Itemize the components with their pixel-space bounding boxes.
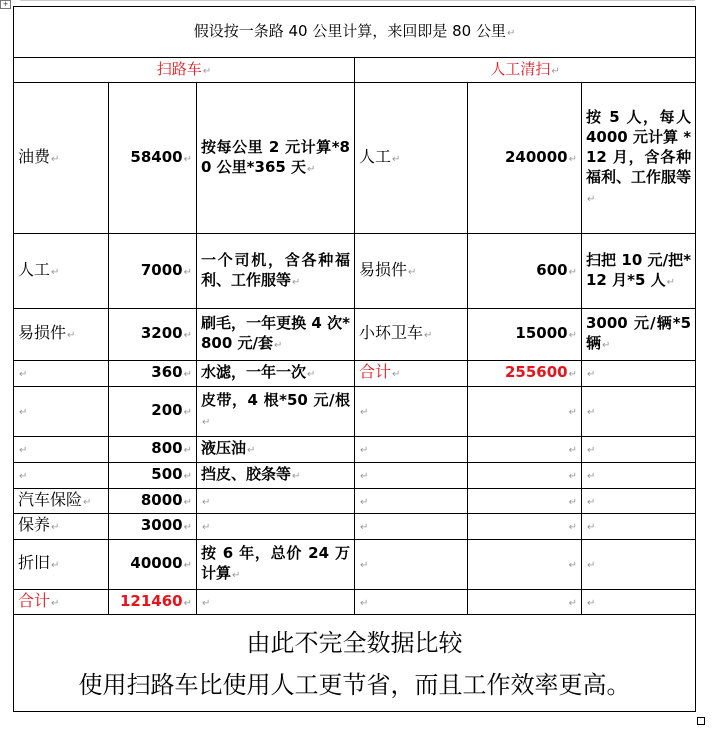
right-item-cell[interactable] — [355, 234, 468, 309]
left-item-cell[interactable] — [14, 590, 109, 615]
right-note-cell[interactable] — [582, 590, 696, 615]
left-amount-cell[interactable] — [109, 540, 197, 590]
table-title-cell[interactable] — [14, 7, 696, 58]
paragraph-mark-icon: ↵ — [360, 496, 369, 508]
right-amount-cell[interactable] — [468, 387, 582, 437]
right-note-cell[interactable] — [582, 514, 696, 540]
table-row — [14, 489, 696, 514]
left-item-cell[interactable] — [14, 437, 109, 463]
right-amount-text: 15000 — [515, 324, 568, 342]
left-amount-text: 360 — [151, 363, 183, 381]
paragraph-mark-icon: ↵ — [19, 407, 28, 418]
table-resize-handle[interactable] — [697, 717, 705, 725]
table-row — [14, 590, 696, 615]
right-amount-cell[interactable] — [468, 437, 582, 463]
right-amount-text: 240000 — [504, 147, 568, 166]
paragraph-mark-icon: ↵ — [183, 407, 192, 418]
paragraph-mark-icon: ↵ — [183, 560, 192, 571]
right-item-text: 人工 — [359, 146, 392, 166]
paragraph-mark-icon: ↵ — [292, 276, 301, 288]
left-amount-cell[interactable] — [109, 590, 197, 615]
left-note-text: 刷毛，一年更换 4 次*800 元/套 — [201, 314, 350, 352]
left-item-text: 汽车保险 — [18, 489, 83, 509]
paragraph-mark-icon: ↵ — [183, 522, 192, 533]
paragraph-mark-icon: ↵ — [587, 597, 596, 609]
left-amount-cell[interactable] — [109, 514, 197, 540]
left-note-cell[interactable] — [197, 463, 355, 489]
paragraph-mark-icon: ↵ — [183, 496, 192, 508]
table-row — [14, 437, 696, 463]
left-note-cell[interactable] — [197, 361, 355, 387]
left-item-cell[interactable] — [14, 387, 109, 437]
paragraph-mark-icon: ↵ — [568, 496, 577, 508]
paragraph-mark-icon: ↵ — [568, 330, 577, 341]
right-note-cell[interactable] — [582, 234, 696, 309]
table-title: 假设按一条路 40 公里计算，来回即是 80 公里 — [193, 21, 506, 40]
paragraph-mark-icon: ↵ — [202, 597, 211, 609]
paragraph-mark-icon: ↵ — [587, 407, 596, 418]
paragraph-mark-icon: ↵ — [568, 369, 577, 380]
paragraph-mark-icon: ↵ — [360, 522, 369, 533]
paragraph-mark-icon: ↵ — [19, 471, 28, 482]
left-item-cell[interactable] — [14, 234, 109, 309]
right-note-text: 扫把 10 元/把*12 月*5 人 — [586, 250, 692, 289]
right-amount-cell[interactable] — [468, 234, 582, 309]
left-note-cell[interactable] — [197, 387, 355, 437]
left-amount-cell[interactable] — [109, 387, 197, 437]
left-item-cell[interactable] — [14, 540, 109, 590]
right-item-cell[interactable] — [355, 540, 468, 590]
right-amount-cell[interactable] — [468, 590, 582, 615]
left-note-cell[interactable] — [197, 590, 355, 615]
left-item-text: 油费 — [18, 146, 51, 166]
paragraph-mark-icon: ↵ — [568, 153, 577, 165]
section-header-manual[interactable] — [355, 58, 696, 83]
paragraph-mark-icon: ↵ — [19, 445, 28, 456]
paragraph-mark-icon: ↵ — [360, 560, 369, 571]
paragraph-mark-icon: ↵ — [587, 560, 596, 571]
paragraph-mark-icon: ↵ — [51, 522, 60, 533]
right-amount-cell[interactable] — [468, 540, 582, 590]
paragraph-mark-icon: ↵ — [183, 471, 192, 482]
left-note-cell[interactable] — [197, 83, 355, 234]
right-item-cell[interactable] — [355, 489, 468, 514]
paragraph-mark-icon: ↵ — [183, 330, 192, 341]
right-item-text: 小环卫车 — [359, 323, 424, 342]
paragraph-mark-icon: ↵ — [424, 330, 433, 341]
left-note-text: 水滤，一年一次 — [201, 363, 307, 381]
left-amount-text: 40000 — [130, 554, 183, 572]
left-item-cell[interactable] — [14, 309, 109, 361]
table-row — [14, 234, 696, 309]
paragraph-mark-icon: ↵ — [274, 340, 283, 351]
paragraph-mark-icon: ↵ — [568, 560, 577, 571]
right-item-text: 合计 — [359, 362, 392, 381]
right-item-text: 易损件 — [359, 259, 408, 279]
paragraph-mark-icon: ↵ — [183, 153, 192, 165]
conclusion-line-2: 使用扫路车比使用人工更节省，而且工作效率更高。 — [78, 671, 631, 699]
left-note-text: 皮带，4 根*50 元/根 — [201, 391, 350, 409]
left-item-cell[interactable] — [14, 361, 109, 387]
left-amount-text: 3200 — [140, 324, 183, 342]
paragraph-mark-icon: ↵ — [202, 522, 211, 533]
left-note-text: 按每公里 2 元计算*80 公里*365 天 — [201, 137, 350, 176]
paragraph-mark-icon: ↵ — [51, 153, 60, 165]
right-item-cell[interactable] — [355, 514, 468, 540]
paragraph-mark-icon: ↵ — [408, 266, 417, 278]
right-note-cell[interactable] — [582, 489, 696, 514]
paragraph-mark-icon: ↵ — [587, 193, 596, 205]
paragraph-mark-icon: ↵ — [568, 445, 577, 456]
right-note-text: 按 5 人，每人 4000 元计算 *12 月，含各种福利、工作服等 — [586, 107, 692, 186]
paragraph-mark-icon: ↵ — [602, 340, 611, 351]
section-header-sweeper[interactable] — [14, 58, 355, 83]
right-item-cell[interactable] — [355, 387, 468, 437]
left-amount-text: 500 — [151, 465, 183, 483]
paragraph-mark-icon: ↵ — [232, 570, 241, 581]
paragraph-mark-icon: ↵ — [292, 471, 301, 482]
left-note-cell[interactable] — [197, 540, 355, 590]
paragraph-mark-icon: ↵ — [587, 471, 596, 482]
paragraph-mark-icon: ↵ — [360, 471, 369, 482]
paragraph-mark-icon: ↵ — [202, 417, 211, 428]
paragraph-mark-icon: ↵ — [568, 522, 577, 533]
left-item-cell[interactable] — [14, 514, 109, 540]
table-row — [14, 83, 696, 234]
table-move-handle-icon[interactable]: + — [0, 0, 11, 9]
paragraph-mark-icon: ↵ — [51, 560, 60, 571]
right-amount-text: 600 — [536, 260, 568, 279]
table-row — [14, 463, 696, 489]
right-amount-cell[interactable] — [468, 361, 582, 387]
left-note-text: 一个司机，含各种福利、工作服等 — [201, 250, 350, 289]
left-note-text: 挡皮、胶条等 — [201, 465, 292, 483]
table-row — [14, 514, 696, 540]
left-item-cell[interactable] — [14, 463, 109, 489]
left-amount-cell[interactable] — [109, 83, 197, 234]
conclusion-cell[interactable] — [14, 615, 696, 712]
paragraph-mark-icon: ↵ — [247, 445, 256, 456]
right-note-text: 3000 元/辆*5 辆 — [586, 314, 692, 352]
paragraph-mark-icon: ↵ — [587, 522, 596, 533]
right-note-cell[interactable] — [582, 387, 696, 437]
paragraph-mark-icon: ↵ — [568, 266, 577, 278]
left-amount-cell[interactable] — [109, 234, 197, 309]
left-amount-text: 58400 — [130, 147, 183, 166]
paragraph-mark-icon: ↵ — [360, 597, 369, 609]
right-item-cell[interactable] — [355, 361, 468, 387]
table-row — [14, 309, 696, 361]
right-note-cell[interactable] — [582, 437, 696, 463]
left-amount-cell[interactable] — [109, 463, 197, 489]
paragraph-mark-icon: ↵ — [392, 153, 401, 165]
left-note-cell[interactable] — [197, 234, 355, 309]
left-note-text: 液压油 — [201, 439, 247, 457]
right-item-cell[interactable] — [355, 83, 468, 234]
left-note-cell[interactable] — [197, 489, 355, 514]
right-amount-text: 255600 — [504, 363, 568, 381]
paragraph-mark-icon: ↵ — [183, 597, 192, 609]
table-row — [14, 540, 696, 590]
left-note-cell[interactable] — [197, 309, 355, 361]
left-item-text: 易损件 — [18, 323, 67, 342]
paragraph-mark-icon: ↵ — [307, 163, 316, 175]
left-item-cell[interactable] — [14, 83, 109, 234]
left-note-text: 按 6 年，总价 24 万计算 — [201, 544, 350, 582]
left-item-text: 折旧 — [18, 553, 51, 572]
section-header-manual-label: 人工清扫 — [490, 59, 551, 78]
paragraph-mark-icon: ↵ — [183, 266, 192, 278]
paragraph-mark-icon: ↵ — [506, 27, 516, 39]
right-note-cell[interactable] — [582, 463, 696, 489]
left-item-text: 保养 — [18, 515, 51, 534]
left-note-cell[interactable] — [197, 437, 355, 463]
paragraph-mark-icon: ↵ — [51, 266, 60, 278]
paragraph-mark-icon: ↵ — [568, 597, 577, 609]
paragraph-mark-icon: ↵ — [67, 330, 76, 341]
paragraph-mark-icon: ↵ — [392, 369, 401, 380]
left-item-text: 人工 — [18, 259, 51, 279]
right-item-cell[interactable] — [355, 309, 468, 361]
left-item-text: 合计 — [18, 590, 51, 610]
paragraph-mark-icon: ↵ — [666, 276, 675, 288]
left-note-cell[interactable] — [197, 514, 355, 540]
paragraph-mark-icon: ↵ — [360, 445, 369, 456]
paragraph-mark-icon: ↵ — [202, 65, 212, 77]
paragraph-mark-icon: ↵ — [587, 445, 596, 456]
paragraph-mark-icon: ↵ — [202, 496, 211, 508]
left-item-cell[interactable] — [14, 489, 109, 514]
paragraph-mark-icon: ↵ — [551, 65, 560, 77]
paragraph-mark-icon: ↵ — [183, 445, 192, 456]
table-row — [14, 361, 696, 387]
paragraph-mark-icon: ↵ — [587, 496, 596, 508]
left-amount-cell[interactable] — [109, 437, 197, 463]
right-amount-cell[interactable] — [468, 514, 582, 540]
table-row — [14, 387, 696, 437]
paragraph-mark-icon: ↵ — [307, 369, 316, 380]
left-amount-text: 3000 — [140, 516, 183, 534]
paragraph-mark-icon: ↵ — [51, 597, 60, 609]
right-note-cell[interactable] — [582, 540, 696, 590]
right-amount-cell[interactable] — [468, 463, 582, 489]
left-amount-cell[interactable] — [109, 489, 197, 514]
right-amount-cell[interactable] — [468, 489, 582, 514]
left-amount-cell[interactable] — [109, 309, 197, 361]
cost-comparison-table — [13, 6, 696, 712]
conclusion-line-1: 由此不完全数据比较 — [246, 629, 463, 657]
left-amount-text: 800 — [151, 439, 183, 457]
paragraph-mark-icon: ↵ — [568, 471, 577, 482]
right-note-cell[interactable] — [582, 83, 696, 234]
paragraph-mark-icon: ↵ — [83, 496, 92, 508]
left-amount-cell[interactable] — [109, 361, 197, 387]
right-note-cell[interactable] — [582, 309, 696, 361]
paragraph-mark-icon: ↵ — [19, 369, 28, 380]
left-amount-text: 8000 — [140, 490, 183, 509]
paragraph-mark-icon: ↵ — [587, 369, 596, 380]
right-item-cell[interactable] — [355, 463, 468, 489]
right-item-cell[interactable] — [355, 590, 468, 615]
paragraph-mark-icon: ↵ — [360, 407, 369, 418]
paragraph-mark-icon: ↵ — [183, 369, 192, 380]
section-header-sweeper-label: 扫路车 — [156, 59, 202, 78]
left-amount-text: 200 — [151, 401, 183, 419]
left-amount-text: 121460 — [119, 591, 183, 610]
right-amount-cell[interactable] — [468, 309, 582, 361]
right-item-cell[interactable] — [355, 437, 468, 463]
right-note-cell[interactable] — [582, 361, 696, 387]
paragraph-mark-icon: ↵ — [568, 407, 577, 418]
left-amount-text: 7000 — [140, 260, 183, 279]
right-amount-cell[interactable] — [468, 83, 582, 234]
